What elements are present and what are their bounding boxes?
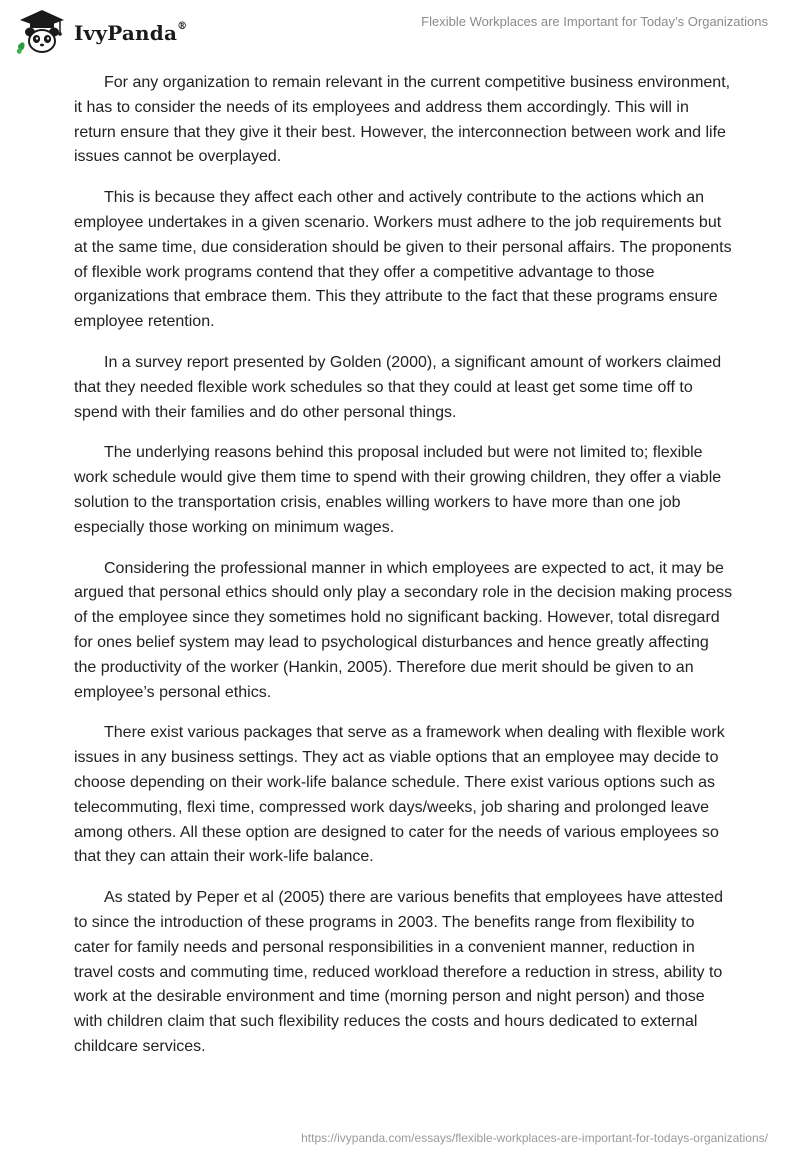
paragraph: For any organization to remain relevant in the current competitive business environment, it has to consider the needs of its employees and address them accordingly. This will in return ensure that they give it their best. However, the interconnection between work and life issues cannot be overplayed.	[74, 74, 731, 166]
document-title: Flexible Workplaces are Important for Today’s Organizations	[421, 14, 768, 29]
paragraph: In a survey report presented by Golden (2000), a significant amount of workers claimed that they needed flexible work schedules so that they could at least get some time off to spend with their families and do other personal things.	[74, 353, 722, 421]
brand-name: IvyPanda®	[74, 21, 188, 45]
paragraph: Considering the professional manner in which employees are expected to act, it may be argued that personal ethics should only play a secondary role in the decision making process of the employee since they sometimes hold no significant backing. However, total disregard for ones belief system may lead to psychological disturbances and hence greatly affecting the productivity of the worker (Hankin, 2005). Therefore due merit should be given to an employee’s personal ethics.	[74, 559, 733, 701]
source-url-link[interactable]: https://ivypanda.com/essays/flexible-workplaces-are-important-for-todays-organizations/	[301, 1131, 768, 1145]
page-header	[0, 0, 800, 60]
essay-body	[74, 71, 734, 1076]
paragraph: As stated by Peper et al (2005) there are various benefits that employees have attested to since the introduction of these programs in 2003. The benefits range from flexibility to cater for family needs and personal responsibilities in a convenient manner, reduction in travel costs and commuting time, reduced workload therefore a reduction in stress, ability to work at the desirable environment and time (morning person and night person) and those with children claim that such flexibility reduces the costs and hours dedicated to external childcare services.	[74, 889, 724, 1055]
paragraph: This is because they affect each other and actively contribute to the actions which an employee undertakes in a given scenario. Workers must adhere to the job requirements but at the same time, due consideration should be given to their personal affairs. The proponents of flexible work programs contend that they offer a competitive advantage to those organizations that embrace them. This they attribute to the fact that these programs ensure employee retention.	[74, 189, 732, 331]
paragraph: The underlying reasons behind this proposal included but were not limited to; flexible work schedule would give them time to spend with their growing children, they offer a viable solution to the transportation crisis, enables willing workers to have more than one job especially those working on minimum wages.	[74, 444, 722, 536]
paragraph: There exist various packages that serve as a framework when dealing with flexible work issues in any business settings. They act as viable options that an employee may decide to choose depending on their work-life balance schedule. There exist various options such as telecommuting, flexi time, compressed work days/weeks, job sharing and prolonged leave among others. All these option are designed to cater for the needs of various employees so that they can attain their work-life balance.	[74, 724, 725, 866]
brand-logo[interactable]	[14, 6, 187, 56]
panda-graduation-cap-icon	[14, 6, 70, 56]
